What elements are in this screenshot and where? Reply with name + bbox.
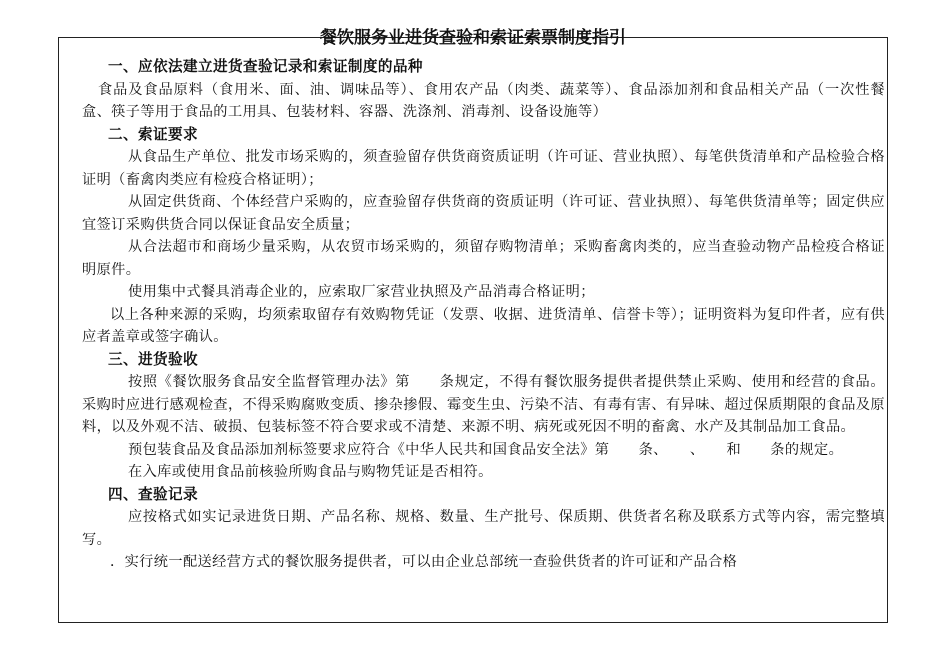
document-title: 餐饮服务业进货查验和索证索票制度指引 <box>320 28 626 48</box>
section-1-paragraph: 食品及食品原料（食用米、面、油、调味品等）、食用农产品（肉类、蔬菜等）、食品添加剂和食品相关产品（一次性餐盒、筷子等用于食品的工用具、包装材料、容器、洗涤剂、消毒剂、设备设施等） <box>82 81 885 120</box>
section-3-paragraph-1: 按照《餐饮服务食品安全监督管理办法》第 条规定，不得有餐饮服务提供者提供禁止采购、使用和经营的食品。采购时应进行感观检查，不得采购腐败变质、掺杂掺假、霉变生虫、污染不洁、有毒有害、有异味、超过保质期限的食品及原料，以及外观不洁、破损、包装标签不符合要求或不清楚、来源不明、病死或死因不明的畜禽、水产及其制品加工食品。 <box>82 374 885 435</box>
section-heading-2: 二、索证要求 <box>108 125 198 143</box>
section-3-paragraph-2: 预包装食品及食品添加剂标签要求应符合《中华人民共和国食品安全法》第 条、 、 和 条的规定。 <box>128 441 844 458</box>
section-4-paragraph-1: 应按格式如实记录进货日期、产品名称、规格、数量、生产批号、保质期、供货者名称及联系方式等内容，需完整填写。 <box>82 509 885 548</box>
section-heading-1: 一、应依法建立进货查验记录和索证制度的品种 <box>108 58 423 75</box>
section-2-paragraph-4: 使用集中式餐具消毒企业的，应索取厂家营业执照及产品消毒合格证明； <box>128 284 595 300</box>
section-2-paragraph-3: 从合法超市和商场少量采购，从农贸市场采购的，须留存购物清单；采购畜禽肉类的，应当查验动物产品检疫合格证明原件。 <box>82 239 885 278</box>
section-2-paragraph-5: 以上各种来源的采购，均须索取留存有效购物凭证（发票、收据、进货清单、信誉卡等）；证明资料为复印件者，应有供应者盖章或签字确认。 <box>82 306 885 345</box>
section-2-paragraph-2: 从固定供货商、个体经营户采购的，应查验留存供货商的资质证明（许可证、营业执照）、每笔供货清单等；固定供应宜签订采购供货合同以保证食品安全质量； <box>82 194 885 233</box>
section-heading-4: 四、查验记录 <box>108 485 198 503</box>
section-2-paragraph-1: 从食品生产单位、批发市场采购的，须查验留存供货商资质证明（许可证、营业执照）、每笔供货清单和产品检验合格证明（畜禽肉类应有检疫合格证明）； <box>82 149 885 188</box>
section-heading-3: 三、进货验收 <box>108 350 198 368</box>
section-4-paragraph-2: ．实行统一配送经营方式的餐饮服务提供者，可以由企业总部统一查验供货者的许可证和产品合格 <box>110 554 738 570</box>
document-body <box>82 56 885 574</box>
section-3-paragraph-3: 在入库或使用食品前核验所购食品与购物凭证是否相符。 <box>128 464 493 480</box>
